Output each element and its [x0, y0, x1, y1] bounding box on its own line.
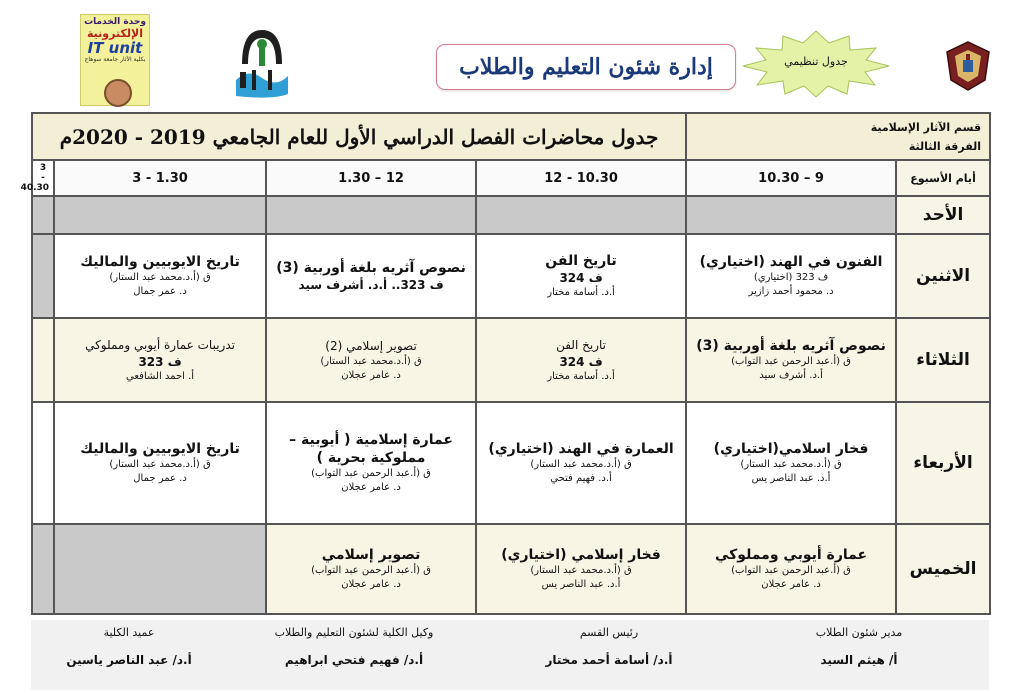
portrait-icon: [104, 79, 132, 107]
time-slot-5: 3 - 40.30: [32, 160, 54, 196]
cell-tue-5: [32, 318, 54, 402]
day-thursday: الخميس: [896, 524, 990, 614]
department-name: قسم الآثار الإسلامية: [870, 120, 982, 134]
day-monday: الاثنين: [896, 234, 990, 318]
unit-logo-line1: وحدة الخدمات: [84, 17, 146, 27]
cell-mon-1: الفنون في الهند (اختياري) ف 323 (اختياري) د. محمود أحمد زازير: [686, 234, 896, 318]
time-slot-3: 12 – 1.30: [266, 160, 476, 196]
signature-department-head: رئيس القسم أ.د/ أسامة أحمد مختار: [545, 626, 673, 667]
time-slot-4: 1.30 - 3: [54, 160, 266, 196]
department-info: [686, 113, 990, 160]
unit-logo-line2: الإلكترونية: [87, 27, 143, 40]
cell-mon-2: تاريخ الفن ف 324 أ.د. أسامة مختار: [476, 234, 686, 318]
day-wednesday: الأربعاء: [896, 402, 990, 524]
time-slot-2: 10.30 - 12: [476, 160, 686, 196]
cell-thu-5: [32, 524, 54, 614]
day-sunday: الأحد: [896, 196, 990, 234]
badge-label: جدول تنظيمي: [784, 55, 848, 68]
cell-tue-3: تصوير إسلامي (2) ق (أ.د.محمد عبد الستار) د. عامر عجلان: [266, 318, 476, 402]
cell-mon-3: نصوص آثريه بلغة أوربية (3) ف 323.. أ.د. أشرف سيد: [266, 234, 476, 318]
cell-wed-3: عمارة إسلامية ( أيوبية – مملوكية بحرية ) ق (أ.عبد الرحمن عبد التواب) د. عامر عجلان: [266, 402, 476, 524]
year-level: الفرقة الثالثة: [908, 139, 982, 153]
time-slot-1: 9 – 10.30: [686, 160, 896, 196]
cell-mon-4: تاريخ الايوبيين والماليك ق (أ.د.محمد عبد الستار) د. عمر جمال: [54, 234, 266, 318]
signature-student-affairs: مدير شئون الطلاب أ/ هيثم السيد: [815, 626, 903, 667]
day-tuesday: الثلاثاء: [896, 318, 990, 402]
signature-vice-dean: وكيل الكلية لشئون التعليم والطلاب أ.د/ فهيم فتحي ابراهيم: [274, 626, 434, 667]
cell-sun-2: [476, 196, 686, 234]
cell-sun-4: [54, 196, 266, 234]
days-header: أيام الأسبوع: [896, 160, 990, 196]
cell-sun-5: [32, 196, 54, 234]
it-unit-logo: [80, 14, 150, 106]
cell-thu-4: [54, 524, 266, 614]
cell-thu-2: فخار إسلامي (اختياري) ق (أ.د.محمد عبد الستار) أ.د. عبد الناصر يس: [476, 524, 686, 614]
cell-thu-1: عمارة أيوبي ومملوكي ق (أ.عبد الرحمن عبد التواب) د. عامر عجلان: [686, 524, 896, 614]
cell-wed-1: فخار اسلامي(اختياري) ق (أ.د.محمد عبد الستار) أ.د. عبد الناصر يس: [686, 402, 896, 524]
timetable: [20, 112, 991, 615]
unit-logo-line4: بكلية الآثار جامعة سوهاج: [84, 56, 146, 63]
faculty-logo: [232, 24, 292, 102]
university-logo: [945, 40, 991, 92]
cell-mon-5: [32, 234, 54, 318]
cell-tue-4: تدريبات عمارة أيوبي ومملوكي ف 323 أ. احمد الشافعي: [54, 318, 266, 402]
cell-thu-3: تصوير إسلامي ق (أ.عبد الرحمن عبد التواب) د. عامر عجلان: [266, 524, 476, 614]
cell-tue-1: نصوص آثريه بلغة أوربية (3) ق (أ.عبد الرحمن عبد التواب) أ.د. أشرف سيد: [686, 318, 896, 402]
cell-wed-2: العمارة في الهند (اختياري) ق (أ.د.محمد عبد الستار) أ.د. فهيم فتحي: [476, 402, 686, 524]
cell-sun-1: [686, 196, 896, 234]
cell-wed-4: تاريخ الايوبيين والماليك ق (أ.د.محمد عبد الستار) د. عمر جمال: [54, 402, 266, 524]
department-title-box: إدارة شئون التعليم والطلاب: [436, 44, 736, 90]
cell-wed-5: [32, 402, 54, 524]
unit-logo-line3: IT unit: [87, 39, 143, 57]
signature-area: [31, 620, 989, 690]
cell-tue-2: تاريخ الفن ف 324 أ.د. أسامة مختار: [476, 318, 686, 402]
cell-sun-3: [266, 196, 476, 234]
timetable-title: جدول محاضرات الفصل الدراسي الأول للعام الجامعي 2019 - 2020م: [32, 113, 686, 160]
signature-dean: عميد الكلية أ.د/ عبد الناصر ياسين: [66, 626, 192, 667]
